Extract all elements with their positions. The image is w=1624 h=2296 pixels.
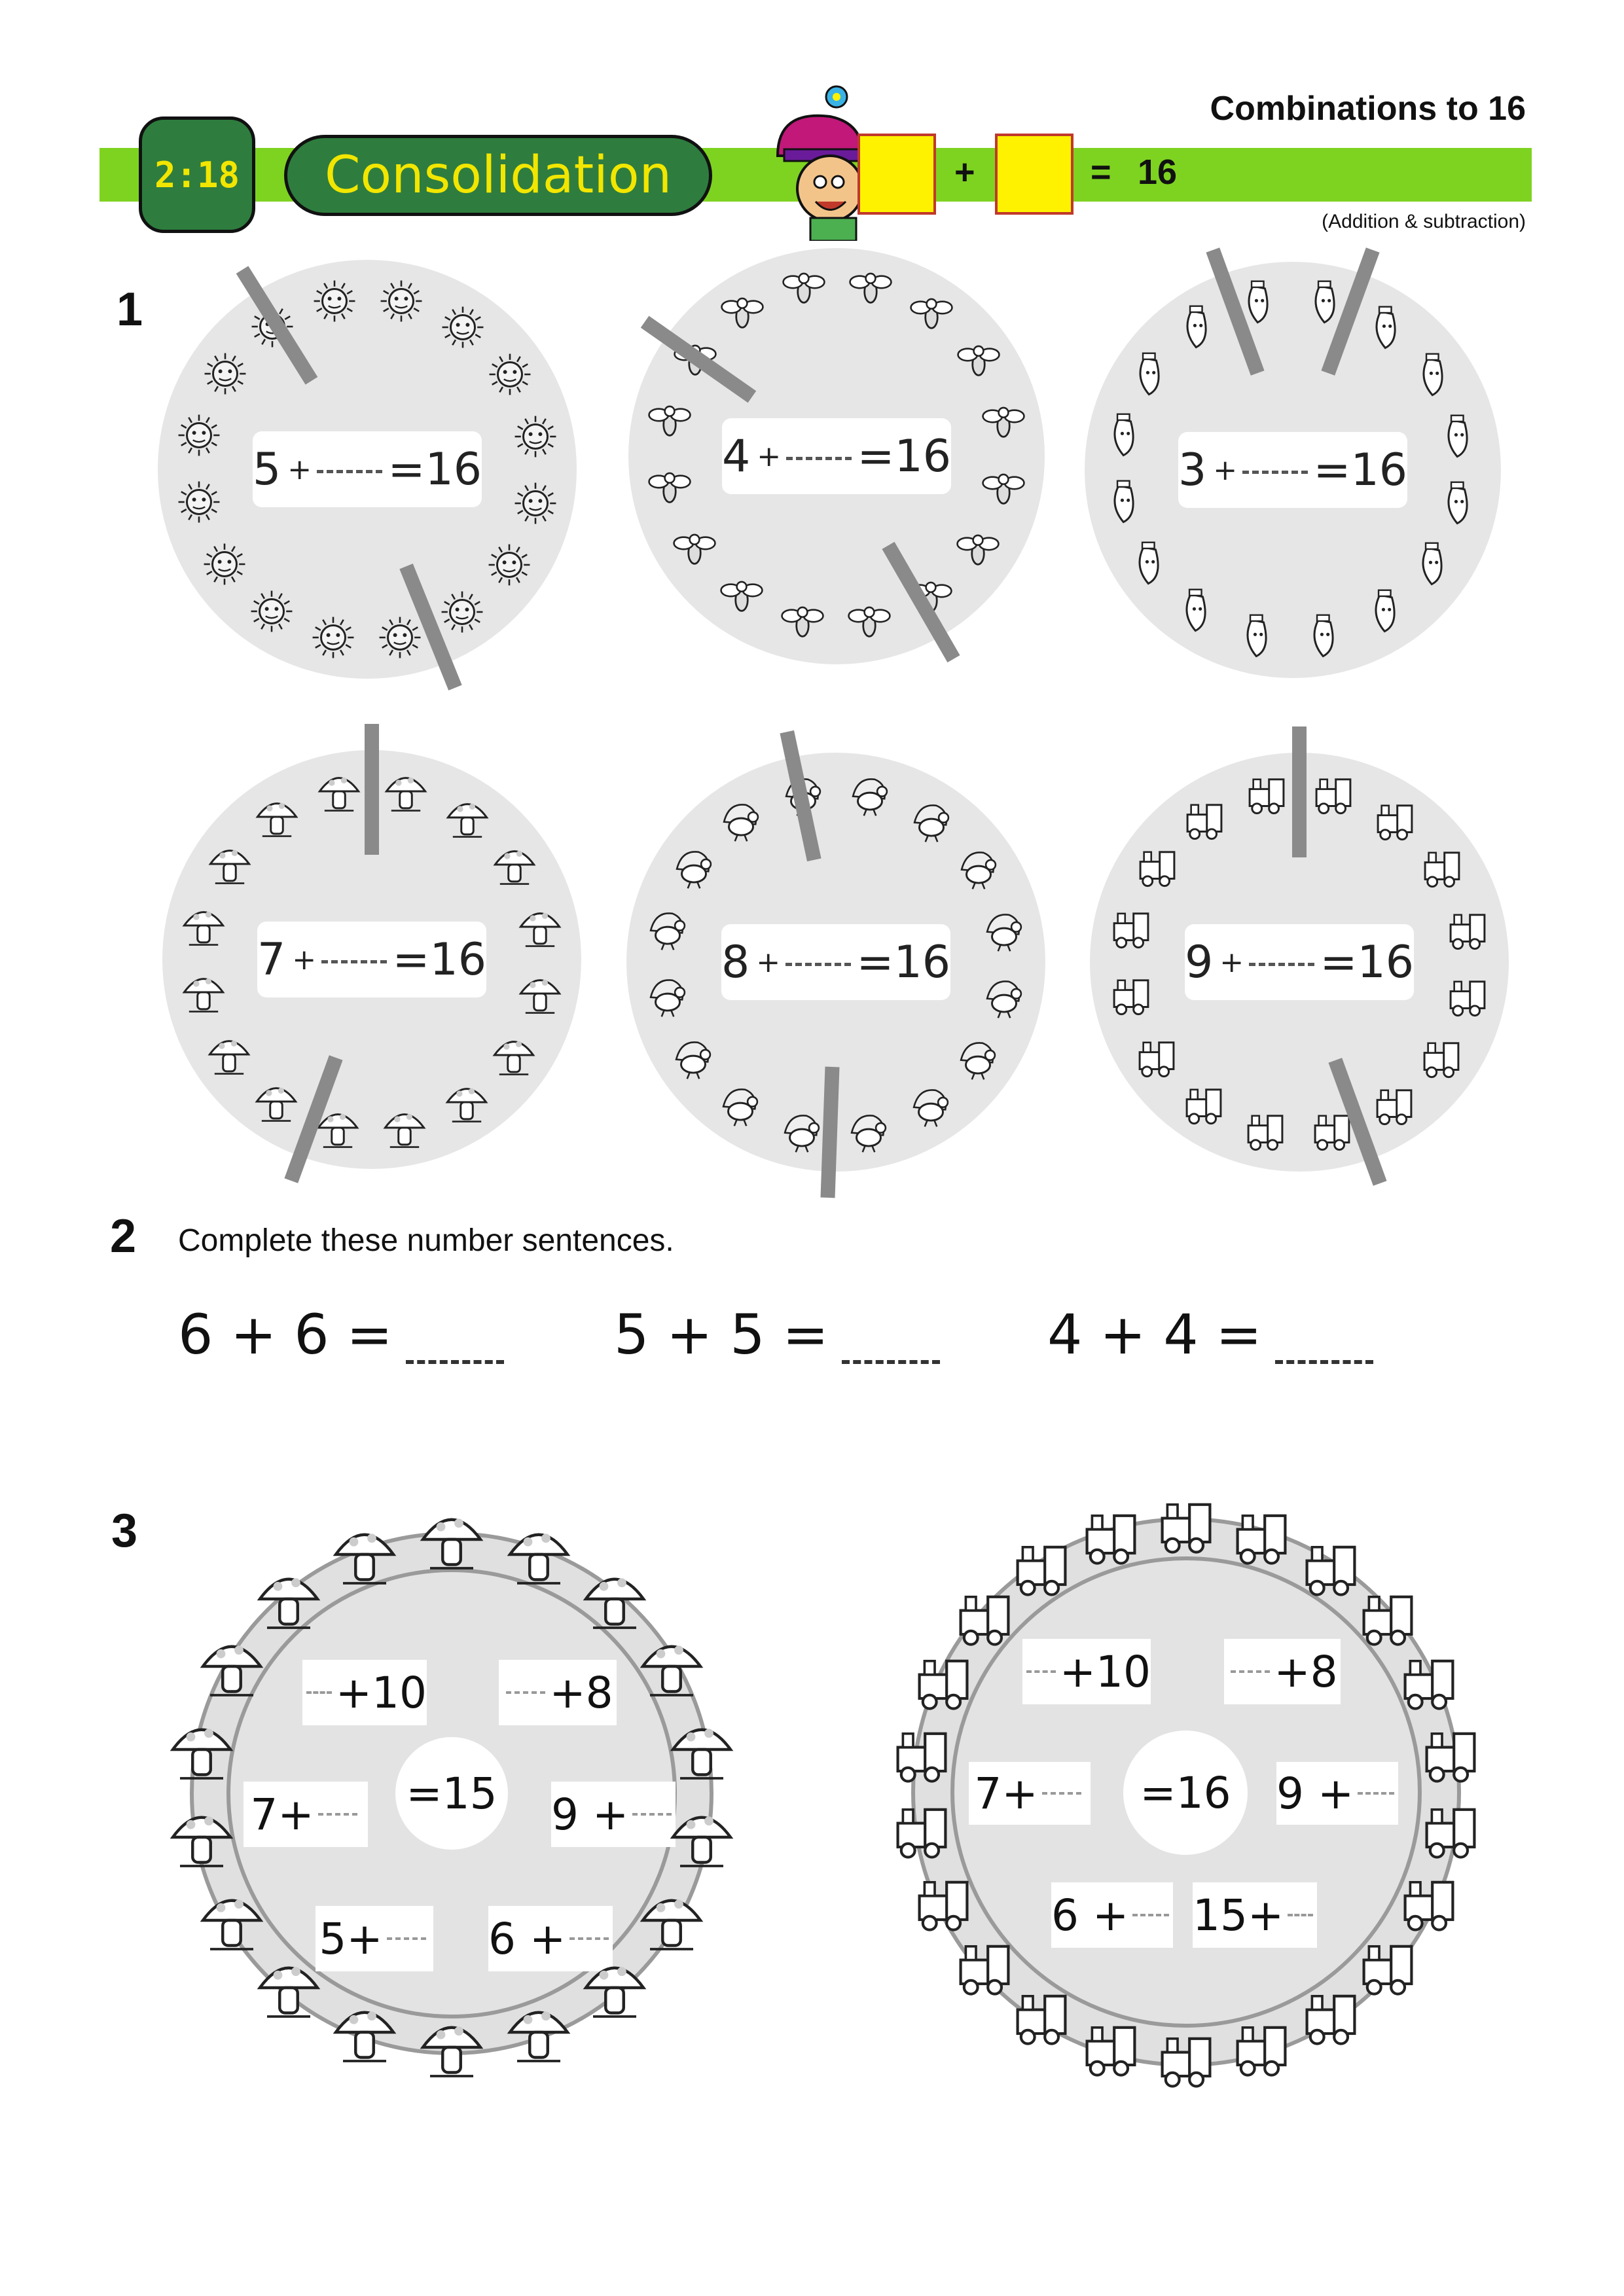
train-icon	[1180, 1080, 1228, 1128]
turkey-icon	[670, 842, 718, 891]
mushroom-icon	[636, 1884, 708, 1956]
answer-blank[interactable]	[506, 1691, 545, 1694]
addend-box-1	[857, 134, 936, 215]
turkey-icon	[844, 1106, 893, 1155]
sentence-text: 6 + 6 =	[178, 1302, 393, 1367]
wheel-box	[499, 1660, 617, 1725]
fly-icon	[954, 527, 1002, 575]
train-icon	[1133, 842, 1182, 891]
fly-icon	[979, 466, 1028, 514]
unit-code: 2:18	[154, 154, 240, 196]
mushroom-icon	[516, 903, 564, 951]
fly-icon	[645, 398, 694, 446]
train-icon	[1297, 1982, 1365, 2051]
fly-icon	[780, 265, 828, 314]
train-icon	[1152, 2025, 1220, 2093]
mushroom-icon	[329, 1518, 401, 1590]
answer-blank[interactable]	[321, 956, 387, 963]
wheel-equation	[1178, 432, 1407, 508]
fly-icon	[845, 599, 893, 647]
banana-icon	[1435, 480, 1484, 528]
wheel-box	[1224, 1639, 1341, 1704]
turkey-icon	[717, 795, 765, 844]
wheel-divider	[1292, 726, 1307, 857]
wheel-box	[969, 1762, 1091, 1825]
equation-plus: +	[1219, 945, 1244, 979]
train-icon	[1152, 1491, 1220, 1559]
box-text: 7+	[250, 1789, 314, 1840]
equation-plus: +	[757, 439, 782, 473]
train-icon	[909, 1647, 977, 1715]
answer-blank[interactable]	[1288, 1914, 1313, 1916]
equation-plus: +	[287, 452, 312, 486]
answer-blank[interactable]	[317, 466, 382, 473]
box-text: +10	[335, 1667, 427, 1718]
equation-result: =16	[388, 443, 482, 495]
number-sentence	[1047, 1302, 1373, 1367]
mushroom-icon	[196, 1630, 268, 1702]
turkey-icon	[643, 971, 692, 1019]
mushroom-icon	[579, 1563, 651, 1635]
question-number-1: 1	[117, 283, 143, 336]
wheel-center: =16	[1123, 1731, 1248, 1855]
mushroom-icon	[196, 1884, 268, 1956]
train-icon	[909, 1869, 977, 1937]
answer-blank[interactable]	[406, 1360, 504, 1364]
turkey-icon	[980, 972, 1028, 1020]
equation-result: =16	[1320, 936, 1414, 988]
equation-start: 9	[1185, 936, 1214, 988]
number-sentence	[614, 1302, 940, 1367]
banana-icon	[1411, 351, 1459, 400]
banana-icon	[1235, 613, 1283, 661]
train-icon	[950, 1933, 1019, 2001]
wheel-equation	[721, 924, 950, 1000]
mushroom-icon	[579, 1952, 651, 2024]
fly-icon	[979, 399, 1028, 448]
mushroom-icon	[666, 1801, 738, 1873]
box-text: 15+	[1193, 1890, 1284, 1941]
train-icon	[1370, 1081, 1418, 1129]
banana-icon	[1127, 351, 1176, 399]
mushroom-icon	[380, 1103, 429, 1152]
wheel-box	[1022, 1639, 1151, 1704]
train-icon	[1443, 972, 1492, 1020]
mushroom-icon	[382, 767, 430, 816]
train-icon	[1241, 1106, 1290, 1155]
mushroom-icon	[253, 1952, 325, 2024]
wheel-divider	[365, 724, 379, 855]
sun-icon	[511, 412, 560, 461]
mushroom-icon	[490, 840, 539, 889]
train-icon	[1107, 971, 1155, 1019]
train-icon	[1077, 1502, 1145, 1570]
train-icon	[1227, 1502, 1295, 1570]
fly-icon	[645, 465, 694, 513]
fly-icon	[846, 265, 895, 314]
sun-icon	[175, 478, 223, 526]
sun-icon	[376, 613, 424, 662]
banana-icon	[1435, 413, 1484, 461]
box-text: +8	[1274, 1646, 1338, 1697]
train-icon	[1395, 1647, 1463, 1715]
topic-heading: Combinations to 16	[1210, 90, 1526, 128]
train-icon	[1107, 904, 1155, 952]
box-text: +8	[549, 1667, 613, 1718]
wheel-equation	[253, 431, 482, 507]
answer-blank[interactable]	[1042, 1792, 1081, 1795]
mushroom-icon	[636, 1630, 708, 1702]
box-text: 7+	[974, 1768, 1038, 1819]
box-text: 9 +	[551, 1789, 629, 1840]
turkey-icon	[778, 1106, 826, 1155]
answer-blank[interactable]	[387, 1937, 426, 1940]
fly-icon	[670, 526, 719, 575]
turkey-icon	[954, 843, 1003, 891]
fly-icon	[778, 599, 827, 647]
sun-icon	[200, 540, 249, 588]
addend-box-2	[995, 134, 1074, 215]
train-icon	[1416, 1796, 1485, 1864]
train-icon	[1180, 795, 1229, 844]
banana-icon	[1363, 304, 1412, 353]
sun-icon	[310, 277, 359, 325]
answer-blank[interactable]	[1231, 1670, 1270, 1673]
sun-icon	[201, 350, 249, 398]
topic-subheading: (Addition & subtraction)	[1322, 211, 1526, 232]
turkey-icon	[907, 1081, 955, 1129]
train-icon	[1418, 843, 1466, 891]
box-text: 9 +	[1276, 1768, 1354, 1819]
answer-blank[interactable]	[306, 1691, 332, 1694]
sun-icon	[486, 350, 534, 399]
turkey-icon	[980, 905, 1028, 954]
train-icon	[1077, 2014, 1145, 2082]
train-icon	[1395, 1869, 1463, 1937]
train-icon	[1443, 905, 1492, 954]
box-text: 6 +	[488, 1913, 566, 1964]
train-icon	[1227, 2014, 1295, 2082]
number-sentence	[178, 1302, 504, 1367]
mushroom-icon	[666, 1713, 738, 1785]
answer-blank[interactable]	[842, 1360, 940, 1364]
mushroom-icon	[490, 1031, 538, 1079]
turkey-icon	[669, 1033, 717, 1081]
equation-start: 4	[722, 430, 751, 482]
wheel-box	[551, 1782, 676, 1847]
equation-start: 7	[257, 933, 286, 986]
fly-icon	[718, 290, 767, 338]
box-text: 6 +	[1051, 1890, 1129, 1941]
train-icon	[1354, 1583, 1422, 1651]
sentence-text: 5 + 5 =	[614, 1302, 829, 1367]
mushroom-icon	[253, 1563, 325, 1635]
wheel-box	[316, 1906, 433, 1971]
equation-plus: +	[756, 945, 781, 979]
mushroom-icon	[206, 840, 254, 888]
mushroom-icon	[416, 1503, 488, 1575]
answer-blank[interactable]	[1275, 1360, 1373, 1364]
banana-icon	[1363, 588, 1411, 636]
banana-icon	[1410, 541, 1458, 589]
train-icon	[1132, 1033, 1181, 1081]
sun-icon	[485, 541, 533, 589]
mushroom-icon	[166, 1801, 238, 1873]
answer-blank[interactable]	[785, 959, 851, 966]
mushroom-icon	[503, 1518, 575, 1590]
equation-result: =16	[1313, 444, 1407, 496]
wheel-box	[1051, 1882, 1173, 1948]
sun-icon	[309, 613, 357, 662]
answer-blank[interactable]	[1132, 1914, 1169, 1916]
mushroom-icon	[503, 1996, 575, 2068]
answer-blank[interactable]	[1242, 467, 1308, 474]
train-icon	[888, 1720, 956, 1788]
answer-blank[interactable]	[569, 1937, 609, 1940]
header-total: 16	[1138, 152, 1178, 192]
mushroom-icon	[416, 2011, 488, 2083]
mushroom-icon	[315, 767, 363, 816]
mushroom-icon	[179, 901, 228, 950]
box-text: +10	[1059, 1646, 1151, 1697]
wheel-equation	[257, 922, 486, 997]
wheel-box	[302, 1660, 427, 1725]
fly-icon	[954, 338, 1003, 386]
box-text: 5+	[319, 1913, 383, 1964]
sun-icon	[511, 479, 560, 528]
wheel-equation	[1185, 924, 1414, 1000]
mushroom-icon	[179, 968, 228, 1016]
equation-result: =16	[392, 933, 486, 986]
answer-blank[interactable]	[1026, 1670, 1056, 1673]
question-number-3: 3	[111, 1505, 138, 1557]
fly-icon	[717, 573, 766, 622]
sun-icon	[377, 277, 425, 325]
page-title: Consolidation	[324, 146, 672, 205]
equation-start: 8	[721, 936, 750, 988]
header-plus: +	[954, 152, 975, 192]
banana-icon	[1127, 540, 1175, 588]
banana-icon	[1102, 412, 1150, 460]
unit-code-badge	[139, 117, 255, 233]
mushroom-icon	[252, 1077, 300, 1126]
header-equals: =	[1091, 152, 1111, 192]
answer-blank[interactable]	[786, 453, 852, 460]
mushroom-icon	[443, 793, 492, 842]
turkey-icon	[954, 1033, 1002, 1082]
wheel-equation	[722, 418, 951, 494]
equation-plus: +	[292, 942, 317, 977]
wheel-center: =15	[395, 1737, 508, 1850]
equation-plus: +	[1213, 453, 1238, 487]
sentence-text: 4 + 4 =	[1047, 1302, 1262, 1367]
mushroom-icon	[205, 1030, 253, 1079]
equation-result: =16	[856, 936, 950, 988]
fly-icon	[907, 291, 956, 339]
train-icon	[1309, 770, 1358, 818]
wheel-box	[244, 1782, 368, 1847]
mushroom-icon	[442, 1078, 491, 1126]
title-pill	[284, 135, 712, 216]
mushroom-icon	[516, 969, 564, 1018]
equation-result: =16	[857, 430, 951, 482]
question-number-2: 2	[110, 1210, 137, 1263]
banana-icon	[1102, 478, 1150, 527]
mushroom-icon	[253, 793, 301, 841]
answer-blank[interactable]	[1358, 1792, 1394, 1795]
banana-icon	[1174, 587, 1222, 636]
turkey-icon	[643, 904, 692, 952]
train-icon	[1007, 1534, 1075, 1602]
train-icon	[1417, 1033, 1466, 1082]
train-icon	[1371, 796, 1419, 844]
train-icon	[1242, 770, 1291, 818]
turkey-icon	[716, 1080, 765, 1128]
wheel-box	[1193, 1882, 1317, 1948]
answer-blank[interactable]	[1249, 959, 1314, 966]
equation-start: 3	[1178, 444, 1207, 496]
equation-start: 5	[253, 443, 281, 495]
sun-icon	[247, 587, 296, 636]
wheel-box	[1276, 1762, 1398, 1825]
instruction-text: Complete these number sentences.	[178, 1223, 674, 1258]
sun-icon	[438, 588, 486, 636]
mushroom-icon	[329, 1996, 401, 2068]
train-icon	[1416, 1720, 1485, 1788]
banana-icon	[1301, 613, 1350, 661]
answer-blank[interactable]	[318, 1813, 357, 1816]
sun-icon	[175, 411, 223, 459]
turkey-icon	[846, 770, 894, 818]
turkey-icon	[907, 796, 956, 844]
banana-icon	[1174, 304, 1223, 352]
mushroom-icon	[166, 1713, 238, 1785]
sun-icon	[439, 303, 487, 351]
train-icon	[888, 1796, 956, 1864]
